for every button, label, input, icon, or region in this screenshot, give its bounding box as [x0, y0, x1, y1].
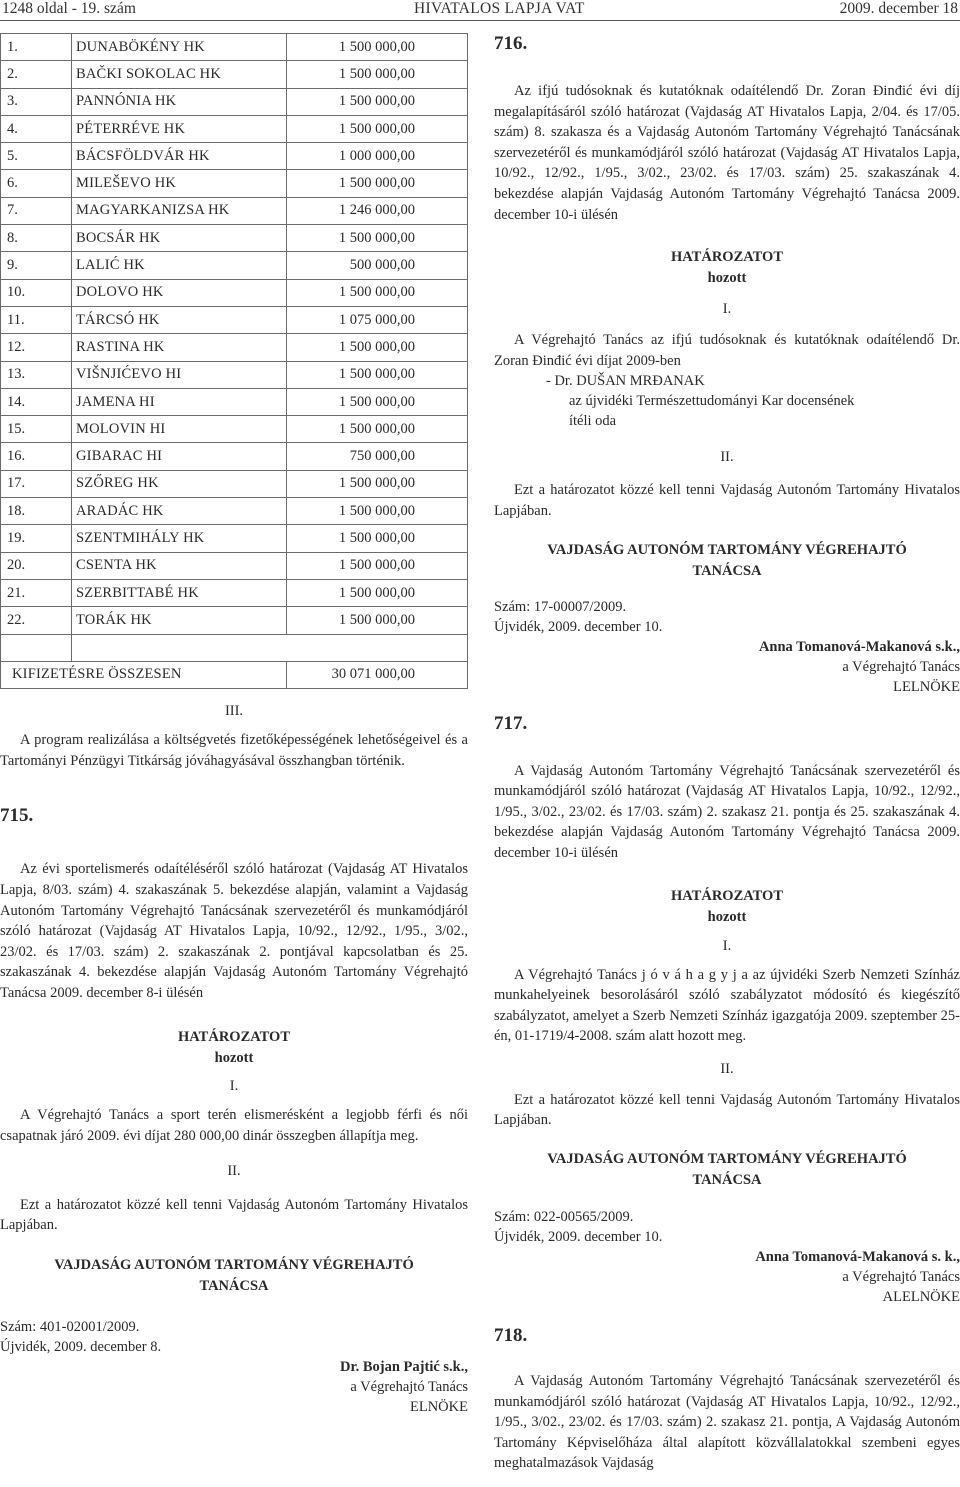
row-number: 10.	[1, 279, 72, 306]
table-row	[1, 525, 468, 552]
table-row	[1, 252, 468, 279]
amounts-table	[0, 33, 468, 689]
amount: 1 500 000,00	[287, 170, 468, 197]
decision-717-intro: A Vajdaság Autonóm Tartomány Végrehajtó Tanácsának szervezetéről és munkamódjáról szóló határozat (Vajdaság AT Hivatalos Lapja, 10/92., 12/92., 1/95., 3/02., 23/02. és 17/03. szám) 2. szakasz 21. pontja és 25. szakaszának 4. bekezdése alapján Vajdaság Autonóm Tartomány Végrehajtó Tanácsa 2009. december 10-i ülésén	[494, 762, 960, 861]
table-row	[1, 607, 468, 634]
amount: 1 500 000,00	[287, 388, 468, 415]
decision-717-signer-role: a Végrehajtó Tanács	[842, 1269, 960, 1286]
table-row-empty	[1, 634, 468, 661]
decision-718-intro: A Vajdaság Autonóm Tartomány Végrehajtó Tanácsának szervezetéről és munkamódjáról szóló határozat (Vajdaság AT Hivatalos Lapja, 10/92., 12/92., 1/95., 3/02., 23/02. és 17/03. szám) 2. szakasz 21. pontja, A Vajdaság Autonóm Tartomány Képviselőháza által alapított közvállalatokkal szembeni egyes meghatalmazások Vajdaság	[494, 1373, 960, 1472]
amount: 1 075 000,00	[287, 306, 468, 333]
decision-716-title: HATÁROZATOT	[671, 249, 783, 266]
amount: 1 500 000,00	[287, 88, 468, 115]
table-row	[1, 443, 468, 470]
club-name: BOCSÁR HK	[72, 225, 287, 252]
row-number: 9.	[1, 252, 72, 279]
row-number: 11.	[1, 306, 72, 333]
decision-717-subtitle: hozott	[707, 908, 747, 925]
amount: 1 500 000,00	[287, 416, 468, 443]
decision-716-section-1: I.	[722, 301, 732, 318]
decision-717-title: HATÁROZATOT	[671, 887, 783, 904]
amount: 1 500 000,00	[287, 552, 468, 579]
amount: 1 500 000,00	[287, 34, 468, 61]
decision-716-subtitle: hozott	[707, 270, 747, 287]
decision-716-awardee-desc: az újvidéki Természettudományi Kar docensének	[569, 393, 855, 410]
club-name: DUNABÖKÉNY HK	[72, 34, 287, 61]
decision-715-number: 715.	[0, 805, 34, 827]
decision-715-reference: Szám: 401-02001/2009.	[0, 1318, 140, 1335]
row-number: 5.	[1, 143, 72, 170]
club-name: MILEŠEVO HK	[72, 170, 287, 197]
section-3-text: A program realizálása a költségvetés fizetőképességének lehetőségeivel és a Tartományi Pénzügyi Titkárság jóváhagyásával összhangban történik.	[0, 732, 468, 769]
table-row	[1, 579, 468, 606]
club-name: BÁCSFÖLDVÁR HK	[72, 143, 287, 170]
table-row	[1, 334, 468, 361]
amount: 1 246 000,00	[287, 197, 468, 224]
club-name: MOLOVIN HI	[72, 416, 287, 443]
row-number: 16.	[1, 443, 72, 470]
decision-716-signer-role: a Végrehajtó Tanács	[842, 658, 960, 675]
row-number: 1.	[1, 34, 72, 61]
table-row	[1, 225, 468, 252]
table-row	[1, 388, 468, 415]
table-row	[1, 115, 468, 142]
club-name: SZERBITTABÉ HK	[72, 579, 287, 606]
decision-716-signer-title: LELNÖKE	[893, 678, 960, 695]
decision-715-intro: Az évi sportelismerés odaítéléséről szóló határozat (Vajdaság AT Hivatalos Lapja, 8/03. szám) 4. szakaszának 5. bekezdése alapján, valamint a Vajdaság Autonóm Tartomány Végrehajtó Tanácsának szervezetéről és munkamódjáról szóló határozat (Vajdaság AT Hivatalos Lapja, 10/92., 12/92., 1/95., 3/02., 23/02. és 17/03. szám) 2. szakaszának 2. pontjával kapcsolatban és 25. szakaszának 4. bekezdése alapján Vajdaság Autonóm Tartomány Végrehajtó Tanácsa 2009. december 8-i ülésén	[0, 861, 468, 1001]
decision-716-date: Újvidék, 2009. december 10.	[494, 618, 663, 635]
table-row	[1, 34, 468, 61]
club-name: RASTINA HK	[72, 334, 287, 361]
table-row	[1, 361, 468, 388]
row-number: 13.	[1, 361, 72, 388]
table-row	[1, 143, 468, 170]
club-name: LALIĆ HK	[72, 252, 287, 279]
section-3-heading: III.	[224, 703, 244, 720]
row-number: 2.	[1, 61, 72, 88]
decision-717-date: Újvidék, 2009. december 10.	[494, 1229, 663, 1246]
club-name: TÁRCSÓ HK	[72, 306, 287, 333]
table-row	[1, 279, 468, 306]
decision-715-signer-title: ELNÖKE	[410, 1398, 468, 1415]
table-row	[1, 470, 468, 497]
row-number: 18.	[1, 498, 72, 525]
decision-718-number: 718.	[494, 1325, 528, 1347]
row-number: 6.	[1, 170, 72, 197]
decision-717-section-1: I.	[722, 937, 732, 954]
decision-717-number: 717.	[494, 712, 528, 734]
total-label: KIFIZETÉSRE ÖSSZESEN	[1, 661, 287, 688]
row-number: 4.	[1, 115, 72, 142]
table-row	[1, 170, 468, 197]
decision-717-issuer: VAJDASÁG AUTONÓM TARTOMÁNY VÉGREHAJTÓ TANÁCSA	[547, 1151, 907, 1189]
decision-715-signer: Dr. Bojan Pajtić s.k.,	[340, 1358, 468, 1375]
table-row	[1, 197, 468, 224]
decision-716-text-1: A Végrehajtó Tanács az ifjú tudósoknak és kutatóknak odaítélendő Dr. Zoran Đinđić évi díjat 2009-ben	[494, 332, 960, 369]
amount: 1 500 000,00	[287, 361, 468, 388]
decision-717-signer: Anna Tomanová-Makanová s. k.,	[755, 1249, 960, 1266]
amount: 1 500 000,00	[287, 498, 468, 525]
decision-715-date: Újvidék, 2009. december 8.	[0, 1338, 162, 1355]
row-number: 19.	[1, 525, 72, 552]
decision-716-intro: Az ifjú tudósoknak és kutatóknak odaítélendő Dr. Zoran Đinđić évi díj megalapításáról szóló határozat (Vajdaság AT Hivatalos Lapja, 2/04. és 17/05. szám) 8. szakasza és a Vajdaság Autonóm Tartomány Végrehajtó Tanácsának szervezetéről és munkamódjáról szóló határozat (Vajdaság AT Hivatalos Lapja, 10/92., 12/92., 1/95., 3/02., 23/02. és 17/03. szám) 25. szakaszának 4. bekezdése alapján Vajdaság Autonóm Tartomány Végrehajtó Tanácsa 2009. december 10-i ülésén	[494, 83, 960, 223]
club-name: ARADÁC HK	[72, 498, 287, 525]
decision-716-reference: Szám: 17-00007/2009.	[494, 598, 627, 615]
club-name: DOLOVO HK	[72, 279, 287, 306]
club-name: SZENTMIHÁLY HK	[72, 525, 287, 552]
club-name: GIBARAC HI	[72, 443, 287, 470]
total-amount: 30 071 000,00	[287, 661, 468, 688]
decision-715-signer-role: a Végrehajtó Tanács	[350, 1378, 468, 1395]
publication-title: HIVATALOS LAPJA VAT	[414, 0, 585, 17]
decision-715-subtitle: hozott	[214, 1050, 254, 1067]
amount: 1 500 000,00	[287, 115, 468, 142]
decision-715-title: HATÁROZATOT	[178, 1029, 290, 1046]
row-number: 14.	[1, 388, 72, 415]
decision-716-issuer: VAJDASÁG AUTONÓM TARTOMÁNY VÉGREHAJTÓ TANÁCSA	[547, 541, 907, 579]
club-name: SZŐREG HK	[72, 470, 287, 497]
decision-717-reference: Szám: 022-00565/2009.	[494, 1209, 634, 1226]
amounts-table-body	[1, 34, 468, 635]
amount: 750 000,00	[287, 443, 468, 470]
amount: 1 500 000,00	[287, 607, 468, 634]
decision-715-text-1: A Végrehajtó Tanács a sport terén elismerésként a legjobb férfi és női csapatnak járó 2009. évi díjat 280 000,00 dinár összegben állapítja meg.	[0, 1107, 468, 1145]
row-number: 17.	[1, 470, 72, 497]
decision-716-signer: Anna Tomanová-Makanová s.k.,	[758, 638, 960, 655]
amount: 1 500 000,00	[287, 334, 468, 361]
decision-717-text-2: Ezt a határozatot közzé kell tenni Vajdaság Autonóm Tartomány Hivatalos Lapjában.	[494, 1091, 960, 1129]
decision-717-section-2: II.	[720, 1060, 734, 1077]
amount: 1 500 000,00	[287, 579, 468, 606]
amount: 500 000,00	[287, 252, 468, 279]
decision-716-number: 716.	[494, 33, 528, 54]
amount: 1 500 000,00	[287, 279, 468, 306]
club-name: TORÁK HK	[72, 607, 287, 634]
decision-716-awardee: - Dr. DUŠAN MRĐANAK	[546, 373, 705, 390]
row-number: 3.	[1, 88, 72, 115]
issue-date: 2009. december 18	[839, 0, 958, 17]
amount: 1 500 000,00	[287, 470, 468, 497]
amounts-table-footer	[1, 634, 468, 689]
row-number: 8.	[1, 225, 72, 252]
row-number: 22.	[1, 607, 72, 634]
table-row	[1, 88, 468, 115]
header-rule	[0, 20, 960, 21]
table-row	[1, 306, 468, 333]
table-row	[1, 61, 468, 88]
club-name: CSENTA HK	[72, 552, 287, 579]
decision-715-section-1: I.	[229, 1078, 239, 1095]
club-name: PÉTERRÉVE HK	[72, 115, 287, 142]
decision-715-text-2: Ezt a határozatot közzé kell tenni Vajdaság Autonóm Tartomány Hivatalos Lapjában.	[0, 1196, 468, 1234]
amount: 1 000 000,00	[287, 143, 468, 170]
row-number: 20.	[1, 552, 72, 579]
decision-715-issuer: VAJDASÁG AUTONÓM TARTOMÁNY VÉGREHAJTÓ TANÁCSA	[54, 1256, 414, 1294]
left-column	[0, 33, 468, 1417]
decision-716-section-2: II.	[720, 449, 734, 466]
amount: 1 500 000,00	[287, 225, 468, 252]
table-row-total	[1, 661, 468, 688]
club-name: MAGYARKANIZSA HK	[72, 197, 287, 224]
decision-716-verb: ítéli oda	[569, 413, 617, 430]
row-number: 15.	[1, 416, 72, 443]
amount: 1 500 000,00	[287, 61, 468, 88]
decision-717-text-1: A Végrehajtó Tanács j ó v á h a g y j a az újvidéki Szerb Nemzeti Színház munkahelyeinek besorolásáról szóló szabályzatot módosító és kiegészítő szabályzatot, amelyet a Szerb Nemzeti Színház igazgatója 2009. szeptember 25-én, 01-1719/4-2008. szám alatt hozott meg.	[494, 966, 960, 1045]
page-header	[0, 0, 960, 22]
row-number: 12.	[1, 334, 72, 361]
club-name: BAČKI SOKOLAC HK	[72, 61, 287, 88]
club-name: JAMENA HI	[72, 388, 287, 415]
right-column	[494, 33, 960, 1474]
club-name: PANNÓNIA HK	[72, 88, 287, 115]
decision-717-signer-title: ALELNÖKE	[882, 1289, 960, 1306]
decision-716-text-2: Ezt a határozatot közzé kell tenni Vajdaság Autonóm Tartomány Hivatalos Lapjában.	[494, 482, 960, 519]
table-row	[1, 552, 468, 579]
page-number: 1248 oldal - 19. szám	[2, 0, 136, 17]
club-name: VIŠNJIĆEVO HI	[72, 361, 287, 388]
row-number: 21.	[1, 579, 72, 606]
decision-715-section-2: II.	[227, 1162, 241, 1179]
row-number: 7.	[1, 197, 72, 224]
table-row	[1, 416, 468, 443]
amount: 1 500 000,00	[287, 525, 468, 552]
table-row	[1, 498, 468, 525]
